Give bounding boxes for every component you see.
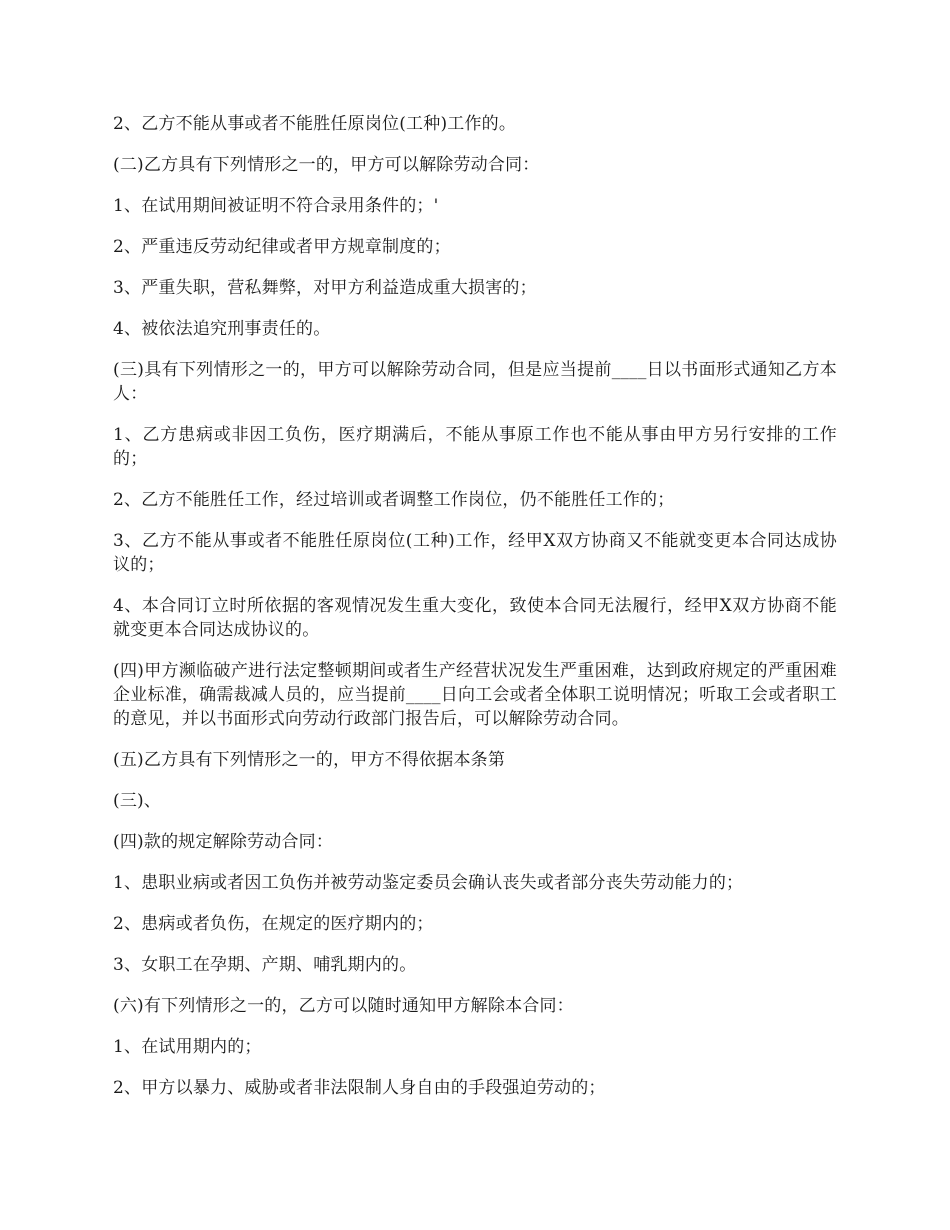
paragraph: (四)款的规定解除劳动合同： [113, 832, 334, 852]
paragraph: 2、乙方不能胜任工作，经过培训或者调整工作岗位，仍不能胜任工作的； [113, 490, 675, 510]
paragraph: 1、乙方患病或非因工负伤，医疗期满后，不能从事原工作也不能从事由甲方另行安排的工作的； [113, 425, 837, 469]
paragraph: 3、乙方不能从事或者不能胜任原岗位(工种)工作，经甲X双方协商又不能就变更本合同达成协议的； [113, 531, 837, 575]
paragraph: 2、患病或者负伤，在规定的医疗期内的； [113, 914, 434, 934]
paragraph: 4、被依法追究刑事责任的。 [113, 319, 331, 339]
paragraph: 1、在试用期内的； [113, 1037, 262, 1057]
paragraph: 1、在试用期间被证明不符合录用条件的；' [113, 196, 439, 216]
section-heading: (六)有下列情形之一的，乙方可以随时通知甲方解除本合同： [113, 996, 574, 1016]
section-heading: (二)乙方具有下列情形之一的，甲方可以解除劳动合同： [113, 155, 540, 175]
paragraph: (三)、 [113, 791, 162, 811]
paragraph: 3、严重失职，营私舞弊，对甲方利益造成重大损害的； [113, 278, 537, 298]
paragraph: 4、本合同订立时所依据的客观情况发生重大变化，致使本合同无法履行，经甲X双方协商不能就变更本合同达成协议的。 [113, 596, 837, 640]
paragraph: 1、患职业病或者因工负伤并被劳动鉴定委员会确认丧失或者部分丧失劳动能力的； [113, 873, 744, 893]
document-body [113, 112, 837, 1117]
paragraph: 2、甲方以暴力、威胁或者非法限制人身自由的手段强迫劳动的； [113, 1078, 606, 1098]
section-heading: (三)具有下列情形之一的，甲方可以解除劳动合同，但是应当提前____日以书面形式通知乙方本人： [113, 360, 837, 404]
section-heading: (五)乙方具有下列情形之一的，甲方不得依据本条第 [113, 750, 506, 770]
paragraph: 2、乙方不能从事或者不能胜任原岗位(工种)工作的。 [113, 114, 517, 134]
paragraph: 2、严重违反劳动纪律或者甲方规章制度的； [113, 237, 451, 257]
section-heading: (四)甲方濒临破产进行法定整顿期间或者生产经营状况发生严重困难，达到政府规定的严重困难企业标准，确需裁减人员的，应当提前____日向工会或者全体职工说明情况；听取工会或者职工的意见，并以书面形式向劳动行政部门报告后，可以解除劳动合同。 [113, 661, 837, 729]
paragraph: 3、女职工在孕期、产期、哺乳期内的。 [113, 955, 417, 975]
